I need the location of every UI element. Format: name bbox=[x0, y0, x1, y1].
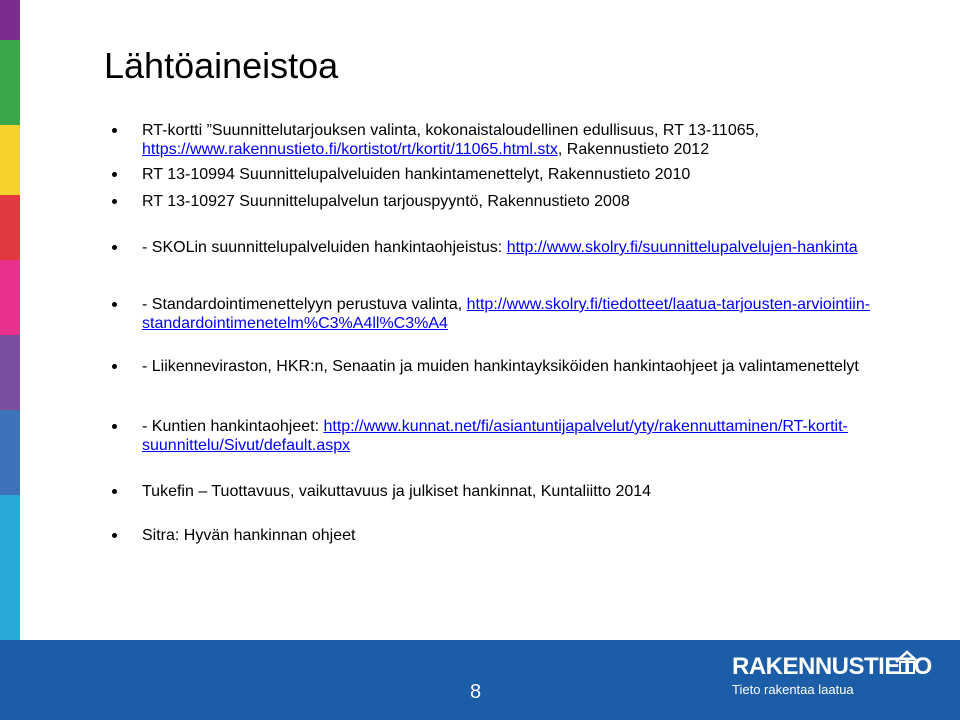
list-item bbox=[142, 238, 927, 257]
item-link[interactable]: http://www.kunnat.net/fi/asiantuntijapalvelut/yty/rakennuttaminen/RT-kortit-suunnittelu/Sivut/default.aspx bbox=[142, 418, 848, 454]
logo-tagline: Tieto rakentaa laatua bbox=[732, 682, 854, 697]
publisher-logo bbox=[732, 654, 932, 698]
list-item bbox=[142, 121, 927, 159]
item-text: - Liikenneviraston, HKR:n, Senaatin ja muiden hankintayksiköiden hankintaohjeet ja valintamenettelyt bbox=[142, 358, 859, 375]
item-link[interactable]: https://www.rakennustieto.fi/kortistot/rt/kortit/11065.html.stx bbox=[142, 141, 558, 158]
list-item bbox=[142, 357, 927, 376]
item-link[interactable]: http://www.skolry.fi/tiedotteet/laatua-tarjousten-arviointiin-standardointimenetelm%C3%A4ll%C3%A4 bbox=[142, 296, 871, 332]
item-text: - Standardointimenettelyyn perustuva valinta, bbox=[142, 296, 467, 313]
item-text: Tukefin – Tuottavuus, vaikuttavuus ja julkiset hankinnat, Kuntaliitto 2014 bbox=[142, 483, 652, 500]
list-item bbox=[142, 165, 927, 184]
bullet-dot bbox=[112, 128, 117, 133]
bullet-dot bbox=[112, 199, 117, 204]
bullet-dot bbox=[112, 302, 117, 307]
item-text: RT-kortti ”Suunnittelutarjouksen valinta, kokonaistaloudellinen edullisuus, RT 13-11065, bbox=[142, 122, 759, 139]
logo-wordmark: RAKENNUSTIETO bbox=[732, 653, 932, 680]
item-text: Sitra: Hyvän hankinnan ohjeet bbox=[142, 527, 356, 544]
bullet-dot bbox=[112, 489, 117, 494]
list-item bbox=[142, 192, 927, 211]
item-text: - Kuntien hankintaohjeet: bbox=[142, 418, 324, 435]
list-item bbox=[142, 417, 927, 455]
item-text: RT 13-10927 Suunnittelupalvelun tarjouspyyntö, Rakennustieto 2008 bbox=[142, 193, 630, 210]
page-number: 8 bbox=[470, 681, 482, 703]
list-item bbox=[142, 526, 927, 545]
bullet-dot bbox=[112, 245, 117, 250]
bullet-dot bbox=[112, 533, 117, 538]
item-text: - SKOLin suunnittelupalveluiden hankintaohjeistus: bbox=[142, 239, 507, 256]
item-text: RT 13-10994 Suunnittelupalveluiden hankintamenettelyt, Rakennustieto 2010 bbox=[142, 166, 691, 183]
footer-bar bbox=[0, 640, 960, 720]
list-item bbox=[142, 482, 927, 501]
house-icon bbox=[894, 650, 920, 674]
bullet-dot bbox=[112, 364, 117, 369]
page-title: Lähtöaineistoa bbox=[104, 45, 339, 86]
bullet-dot bbox=[112, 172, 117, 177]
list-item bbox=[142, 295, 927, 333]
bullet-dot bbox=[112, 424, 117, 429]
item-text-suffix: , Rakennustieto 2012 bbox=[557, 141, 710, 158]
item-link[interactable]: http://www.skolry.fi/suunnittelupalvelujen-hankinta bbox=[506, 239, 858, 256]
